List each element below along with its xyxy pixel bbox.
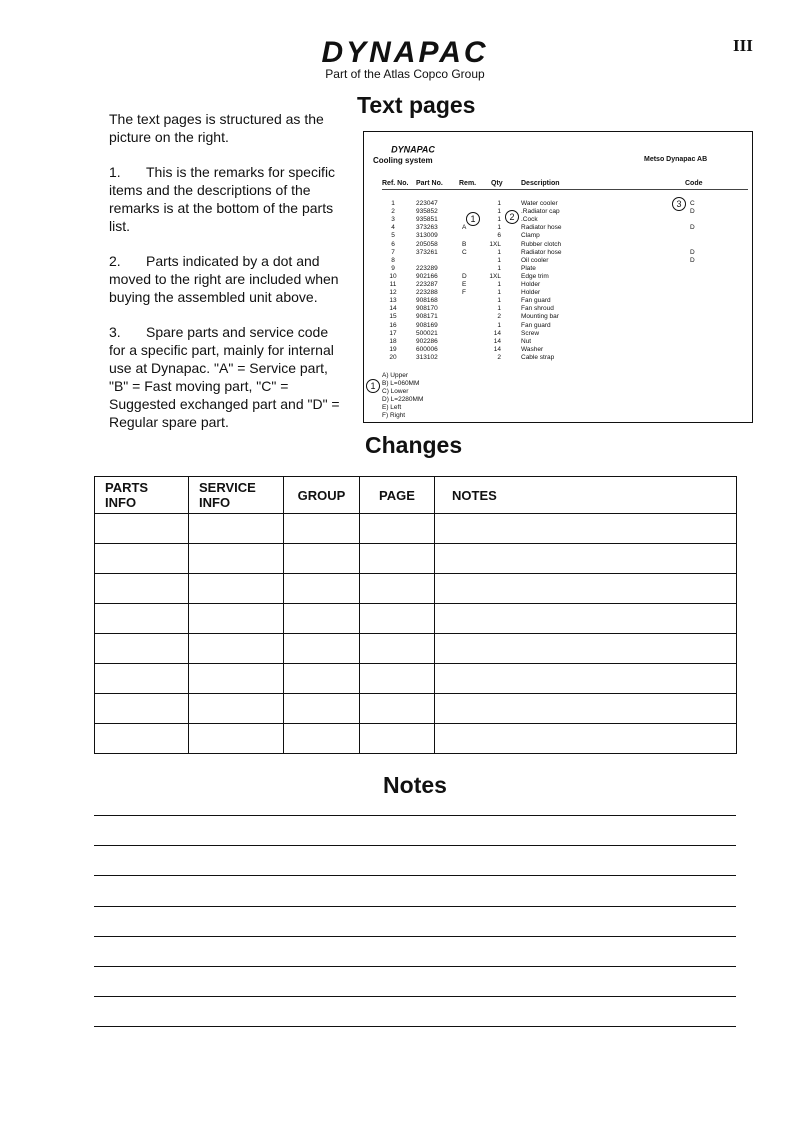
sample-cell-qty: 1 <box>497 248 501 256</box>
sample-cell-part: 935851 <box>416 216 438 224</box>
sample-cell-qty: 1 <box>497 208 501 216</box>
changes-cell[interactable] <box>284 664 360 694</box>
sample-company: Metso Dynapac AB <box>644 156 708 163</box>
sample-cell-rem: B <box>462 240 467 248</box>
sample-row <box>364 322 754 330</box>
sample-cell-ref: 19 <box>389 345 397 353</box>
changes-cell[interactable] <box>95 694 189 724</box>
changes-row <box>95 634 737 664</box>
sample-cell-desc: Water cooler <box>521 200 558 207</box>
sample-cell-qty: 14 <box>493 345 501 353</box>
sample-cell-qty: 1 <box>497 216 501 224</box>
col-parts-info <box>95 477 189 514</box>
sample-row <box>364 232 754 240</box>
notes-line <box>94 996 736 997</box>
sample-col-rem: Rem. <box>459 180 477 187</box>
changes-cell[interactable] <box>360 574 435 604</box>
sample-row <box>364 297 754 305</box>
col-service-info-line2: INFO <box>199 495 231 510</box>
changes-cell[interactable] <box>95 514 189 544</box>
sample-cell-ref: 3 <box>391 216 395 224</box>
notes-heading: Notes <box>383 772 447 798</box>
sample-cell-part: 313102 <box>416 353 438 361</box>
sample-row <box>364 281 754 289</box>
col-notes: NOTES <box>435 477 737 514</box>
callout-1-remarks: 1 <box>466 212 480 226</box>
sample-cell-part: 313009 <box>416 232 438 240</box>
sample-cell-part: 223289 <box>416 264 438 272</box>
sample-dynapac-logo <box>384 144 442 154</box>
sample-cell-ref: 14 <box>389 305 397 313</box>
sample-cell-ref: 9 <box>391 264 395 272</box>
changes-cell[interactable] <box>360 514 435 544</box>
col-page: PAGE <box>360 477 435 514</box>
sample-row <box>364 338 754 346</box>
sample-logo-text: DYNAPAC <box>391 144 435 154</box>
sample-col-desc: Description <box>521 180 560 187</box>
sample-remark: B) L=060MM <box>382 380 420 387</box>
sample-cell-part: 223287 <box>416 281 438 288</box>
sample-cell-desc: Radiator hose <box>521 248 562 256</box>
changes-cell[interactable] <box>189 604 284 634</box>
sample-cell-rem: C <box>462 248 467 256</box>
sample-remark: E) Left <box>382 404 402 411</box>
changes-cell[interactable] <box>95 544 189 574</box>
sample-cell-part: 908168 <box>416 297 438 305</box>
sample-row <box>364 273 754 281</box>
notes-line <box>94 906 736 907</box>
changes-header-row <box>95 477 737 514</box>
sample-system-title: Cooling system <box>373 156 433 165</box>
sample-cell-ref: 15 <box>389 313 397 321</box>
changes-cell[interactable] <box>435 724 737 754</box>
sample-cell-ref: 18 <box>389 337 397 345</box>
notes-line <box>94 1026 736 1027</box>
col-parts-info-line1: PARTS <box>105 480 149 495</box>
changes-cell[interactable] <box>284 634 360 664</box>
sample-cell-code: D <box>690 256 695 264</box>
changes-cell[interactable] <box>95 604 189 634</box>
sample-col-code: Code <box>685 180 703 187</box>
sample-remark: F) Right <box>382 412 406 419</box>
sample-row <box>364 241 754 249</box>
sample-cell-part: 908169 <box>416 321 438 329</box>
changes-cell[interactable] <box>284 724 360 754</box>
text-pages-heading: Text pages <box>357 92 476 118</box>
sample-col-part: Part No. <box>416 180 443 187</box>
sample-cell-ref: 16 <box>389 321 397 329</box>
changes-cell[interactable] <box>189 574 284 604</box>
col-group: GROUP <box>284 477 360 514</box>
intro-item-1-text: This is the remarks for specific items and the descriptions of the remarks is at the bottom of the parts list. <box>109 164 336 234</box>
sample-cell-ref: 2 <box>391 208 395 216</box>
changes-row <box>95 604 737 634</box>
sample-cell-desc: Radiator hose <box>521 224 562 232</box>
changes-cell[interactable] <box>95 664 189 694</box>
changes-cell[interactable] <box>435 514 737 544</box>
changes-cell[interactable] <box>95 574 189 604</box>
changes-cell[interactable] <box>435 604 737 634</box>
sample-col-qty: Qty <box>491 180 503 187</box>
sample-cell-code: D <box>690 248 695 256</box>
sample-cell-qty: 1 <box>497 200 501 207</box>
sample-cell-ref: 17 <box>389 329 397 337</box>
sample-cell-part: 908170 <box>416 305 438 313</box>
sample-cell-qty: 2 <box>497 313 501 321</box>
changes-row <box>95 694 737 724</box>
sample-remark: D) L=2280MM <box>382 396 424 403</box>
sample-cell-desc: Plate <box>521 264 536 272</box>
sample-row <box>364 289 754 297</box>
sample-cell-rem: E <box>462 281 467 288</box>
sample-row <box>364 354 754 362</box>
sample-cell-qty: 1 <box>497 289 501 297</box>
changes-cell[interactable] <box>95 724 189 754</box>
sample-cell-qty: 1 <box>497 321 501 329</box>
sample-row <box>364 257 754 265</box>
group-tagline: Part of the Atlas Copco Group <box>325 67 485 81</box>
changes-cell[interactable] <box>189 634 284 664</box>
sample-row <box>364 200 754 208</box>
notes-line <box>94 815 736 816</box>
changes-cell[interactable] <box>360 544 435 574</box>
sample-row <box>364 265 754 273</box>
notes-line <box>94 875 736 876</box>
sample-cell-desc: .Cock <box>521 216 538 224</box>
sample-cell-rem: D <box>462 272 467 280</box>
sample-cell-qty: 6 <box>497 232 501 240</box>
changes-cell[interactable] <box>435 544 737 574</box>
changes-cell[interactable] <box>435 574 737 604</box>
sample-remarks <box>382 372 423 420</box>
sample-cell-qty: 1 <box>497 305 501 313</box>
sample-cell-part: 205058 <box>416 240 438 248</box>
intro-text <box>109 110 345 448</box>
sample-cell-code: C <box>690 200 695 207</box>
sample-row <box>364 313 754 321</box>
sample-row <box>364 346 754 354</box>
intro-item-3 <box>109 323 345 431</box>
sample-cell-ref: 4 <box>391 224 395 232</box>
changes-cell[interactable] <box>360 694 435 724</box>
changes-cell[interactable] <box>284 694 360 724</box>
intro-item-2 <box>109 252 345 306</box>
sample-cell-desc: Nut <box>521 337 532 345</box>
sample-row <box>364 330 754 338</box>
intro-item-2-number: 2. <box>109 253 121 269</box>
page-number: III <box>733 36 753 55</box>
intro-item-1 <box>109 163 345 235</box>
sample-cell-ref: 11 <box>389 281 397 288</box>
sample-cell-part: 902166 <box>416 272 438 280</box>
sample-cell-desc: Clamp <box>521 232 540 240</box>
callout-1-remarks-list: 1 <box>366 379 380 393</box>
changes-row <box>95 544 737 574</box>
sample-cell-qty: 1 <box>497 256 501 264</box>
changes-heading: Changes <box>365 432 463 458</box>
sample-row <box>364 249 754 257</box>
changes-cell[interactable] <box>189 724 284 754</box>
changes-table <box>94 476 737 754</box>
sample-row <box>364 216 754 224</box>
sample-cell-qty: 14 <box>493 329 501 337</box>
sample-cell-part: 373263 <box>416 224 438 232</box>
changes-cell[interactable] <box>435 694 737 724</box>
intro-item-3-number: 3. <box>109 324 121 340</box>
changes-cell[interactable] <box>360 664 435 694</box>
changes-cell[interactable] <box>189 694 284 724</box>
changes-cell[interactable] <box>95 634 189 664</box>
intro-item-3-text: Spare parts and service code for a specific part, mainly for internal use at Dynapac. "A" = Service part, "B" = Fast moving part, "C" = Suggested exchanged part and "D" = Regular spare part. <box>109 324 340 430</box>
sample-remark: A) Upper <box>382 372 409 379</box>
col-service-info-line1: SERVICE <box>199 480 256 495</box>
changes-cell[interactable] <box>435 634 737 664</box>
sample-cell-rem: F <box>462 289 466 297</box>
sample-cell-part: 902286 <box>416 337 438 345</box>
col-parts-info-line2: INFO <box>105 495 137 510</box>
changes-cell[interactable] <box>360 604 435 634</box>
sample-cell-desc: Holder <box>521 281 541 288</box>
sample-cell-ref: 13 <box>389 297 397 305</box>
sample-cell-qty: 1 <box>497 297 501 305</box>
sample-cell-ref: 1 <box>391 200 395 207</box>
changes-cell[interactable] <box>284 574 360 604</box>
notes-line <box>94 845 736 846</box>
intro-item-1-number: 1. <box>109 164 121 180</box>
intro-item-2-text: Parts indicated by a dot and moved to the right are included when buying the assembled unit above. <box>109 253 339 305</box>
sample-cell-desc: Holder <box>521 289 541 297</box>
sample-cell-qty: 1 <box>497 264 501 272</box>
changes-cell[interactable] <box>189 514 284 544</box>
changes-cell[interactable] <box>284 514 360 544</box>
changes-row <box>95 514 737 544</box>
sample-cell-part: 908171 <box>416 313 438 321</box>
sample-cell-qty: 1 <box>497 224 501 232</box>
sample-cell-ref: 20 <box>389 353 397 361</box>
sample-cell-part: 500021 <box>416 329 438 337</box>
changes-body <box>95 514 737 754</box>
sample-cell-desc: Fan shroud <box>521 305 554 313</box>
sample-cell-ref: 7 <box>391 248 395 256</box>
sample-cell-ref: 5 <box>391 232 395 240</box>
intro-paragraph: The text pages is structured as the picture on the right. <box>109 111 324 145</box>
sample-cell-qty: 1 <box>497 281 501 288</box>
sample-cell-part: 223047 <box>416 200 438 207</box>
sample-cell-part: 935852 <box>416 208 438 216</box>
dynapac-logo-text: DYNAPAC <box>321 36 489 68</box>
sample-cell-desc: Rubber clotch <box>521 240 562 248</box>
sample-cell-desc: Oil cooler <box>521 256 549 264</box>
changes-row <box>95 724 737 754</box>
sample-cell-qty: 1XL <box>489 240 501 248</box>
sample-cell-part: 223288 <box>416 289 438 297</box>
sample-parts-list <box>363 131 753 423</box>
sample-row <box>364 208 754 216</box>
sample-cell-ref: 6 <box>391 240 395 248</box>
sample-col-ref: Ref. No. <box>382 180 409 187</box>
sample-cell-desc: Screw <box>521 329 540 337</box>
changes-row <box>95 574 737 604</box>
changes-cell[interactable] <box>284 604 360 634</box>
sample-cell-desc: Fan guard <box>521 297 551 305</box>
sample-cell-desc: Fan guard <box>521 321 551 329</box>
notes-line <box>94 966 736 967</box>
changes-cell[interactable] <box>189 664 284 694</box>
col-service-info <box>189 477 284 514</box>
changes-cell[interactable] <box>284 544 360 574</box>
sample-cell-desc: .Radiator cap <box>521 208 560 216</box>
changes-cell[interactable] <box>360 724 435 754</box>
sample-cell-ref: 10 <box>389 272 397 280</box>
sample-cell-part: 373261 <box>416 248 438 256</box>
sample-cell-desc: Mounting bar <box>521 313 559 321</box>
sample-cell-part: 600006 <box>416 345 438 353</box>
changes-cell[interactable] <box>435 664 737 694</box>
sample-cell-desc: Washer <box>521 345 544 353</box>
sample-cell-qty: 1XL <box>489 272 501 280</box>
sample-row <box>364 224 754 232</box>
sample-row <box>364 305 754 313</box>
callout-3-service-code: 3 <box>672 197 686 211</box>
notes-line <box>94 936 736 937</box>
sample-cell-rem: A <box>462 224 467 232</box>
sample-cell-ref: 8 <box>391 256 395 264</box>
sample-cell-desc: Cable strap <box>521 353 555 361</box>
sample-remark: C) Lower <box>382 388 409 395</box>
sample-cell-qty: 14 <box>493 337 501 345</box>
sample-cell-code: D <box>690 208 695 216</box>
changes-cell[interactable] <box>360 634 435 664</box>
callout-2-assembled: 2 <box>505 210 519 224</box>
sample-header-rule <box>382 189 748 190</box>
sample-cell-ref: 12 <box>389 289 397 297</box>
dynapac-logo <box>285 36 525 68</box>
changes-cell[interactable] <box>189 544 284 574</box>
sample-cell-desc: Edge trim <box>521 272 549 280</box>
sample-cell-qty: 2 <box>497 353 501 361</box>
sample-cell-code: D <box>690 224 695 232</box>
changes-row <box>95 664 737 694</box>
